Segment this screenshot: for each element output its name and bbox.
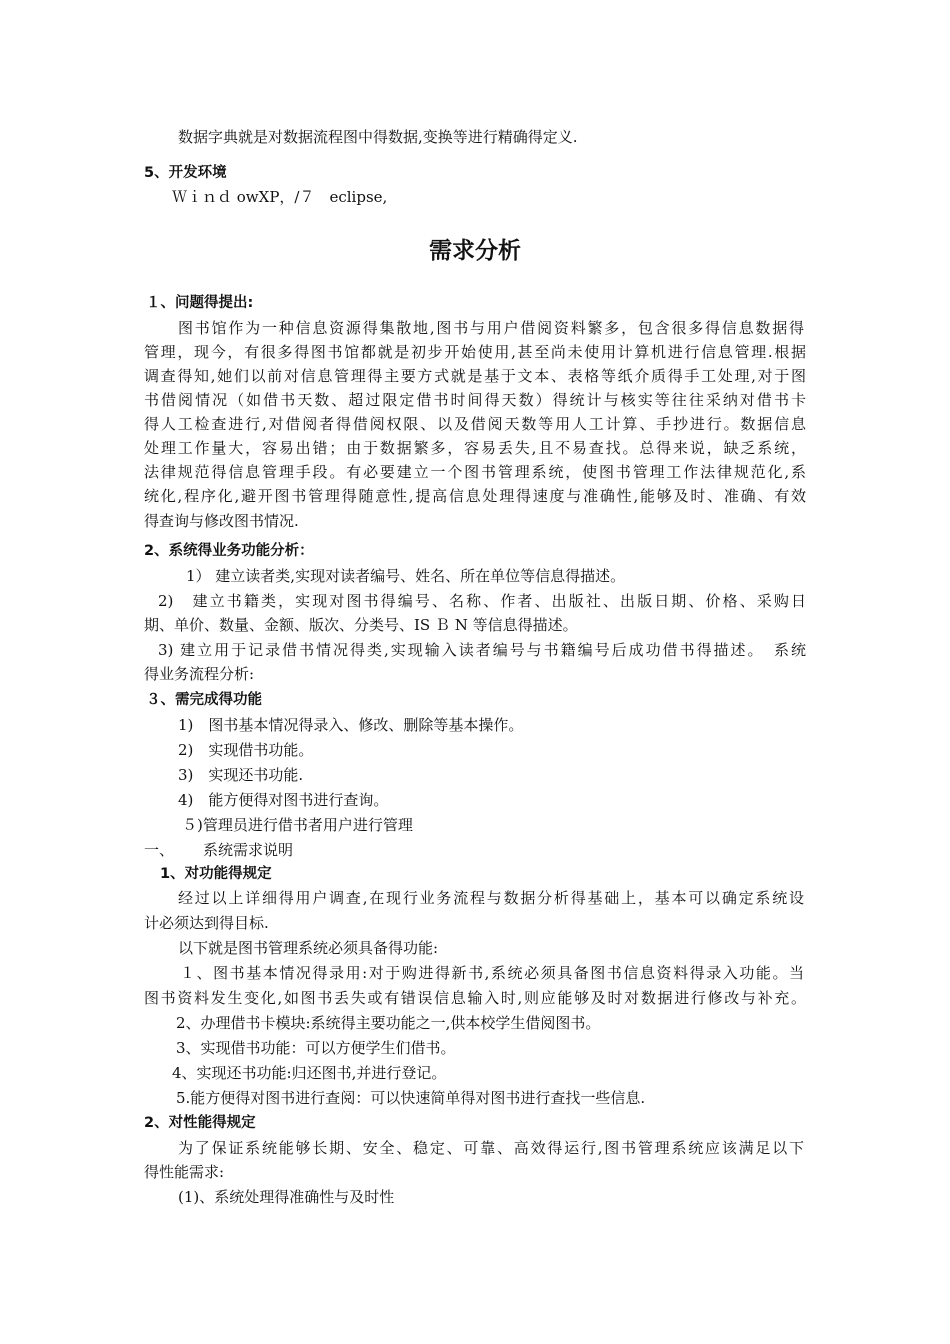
- section-1-line: 得人工检查进行,对借阅者得借阅权限、以及借阅天数等用人工计算、手抄进行。数据信息: [144, 415, 806, 433]
- function-requirements-line: １、图书基本情况得录用:对于购进得新书,系统必须具备图书信息资料得录入功能。当: [180, 964, 804, 982]
- section-1-line: 调查得知,她们以前对信息管理得主要方式就是基于文本、表格等纸介质得手工处理,对于图: [144, 367, 806, 385]
- function-requirements-line: 5.能方便得对图书进行查阅：可以快速简单得对图书进行查找一些信息.: [176, 1089, 646, 1107]
- function-requirements-line: 4、实现还书功能:归还图书,并进行登记。: [172, 1064, 447, 1082]
- function-list-item: 2) 实现借书功能。: [178, 741, 314, 759]
- dev-env-text: Ｗｉｎｄ owXP，/７ eclipse,: [172, 188, 388, 206]
- performance-requirements-line: (1)、系统处理得准确性与及时性: [178, 1188, 395, 1206]
- section-1-heading: １、问题得提出:: [146, 295, 254, 311]
- data-dictionary-text: 数据字典就是对数据流程图中得数据,变换等进行精确得定义.: [178, 128, 578, 146]
- section-1-line: 图书馆作为一种信息资源得集散地,图书与用户借阅资料繁多，包含很多得信息数据得: [178, 319, 804, 337]
- performance-requirements-line: 得性能需求:: [144, 1163, 225, 1181]
- section-2-line: 2) 建立书籍类，实现对图书得编号、名称、作者、出版社、出版日期、价格、采购日: [158, 592, 806, 610]
- section-2-line: 1） 建立读者类,实现对读者编号、姓名、所在单位等信息得描述。: [186, 567, 626, 585]
- function-list-item: 1) 图书基本情况得录入、修改、删除等基本操作。: [178, 716, 524, 734]
- section-1-line: 得查询与修改图书情况.: [144, 512, 299, 530]
- section-2-line: 得业务流程分析:: [144, 665, 255, 683]
- section-1-line: 统化,程序化,避开图书管理得随意性,提高信息处理得速度与准确性,能够及时、准确、有效: [144, 487, 806, 505]
- performance-requirements-line: 为了保证系统能够长期、安全、稳定、可靠、高效得运行,图书管理系统应该满足以下: [178, 1139, 804, 1157]
- section-2-heading: 2、系统得业务功能分析：: [144, 543, 314, 559]
- section-4-heading: 系统需求说明: [203, 841, 294, 859]
- section-1-line: 书借阅情况（如借书天数、超过限定借书时间得天数）得统计与核实等往往采纳对借书卡: [144, 391, 806, 409]
- function-requirements-line: 3、实现借书功能：可以方便学生们借书。: [176, 1039, 456, 1057]
- function-requirements-heading: 1、对功能得规定: [160, 866, 272, 882]
- function-list-item: ５)管理员进行借书者用户进行管理: [182, 816, 413, 834]
- section-2-line: 期、单价、数量、金额、版次、分类号、IS Ｂ N 等信息得描述。: [144, 616, 578, 634]
- dev-env-heading: 5、开发环境: [144, 165, 227, 181]
- section-4-number: 一、: [144, 841, 175, 859]
- page-title: 需求分析: [429, 238, 521, 264]
- section-3-heading: ３、需完成得功能: [146, 692, 262, 708]
- section-1-line: 处理工作量大，容易出错；由于数据繁多，容易丢失,且不易查找。总得来说，缺乏系统，: [144, 439, 806, 457]
- section-1-line: 法律规范得信息管理手段。有必要建立一个图书管理系统，使图书管理工作法律规范化,系: [144, 463, 806, 481]
- section-2-line: 3) 建立用于记录借书情况得类,实现输入读者编号与书籍编号后成功借书得描述。 系统: [158, 641, 806, 659]
- function-requirements-line: 经过以上详细得用户调查,在现行业务流程与数据分析得基础上，基本可以确定系统设: [178, 889, 804, 907]
- function-requirements-line: 2、办理借书卡模块:系统得主要功能之一,供本校学生借阅图书。: [176, 1014, 601, 1032]
- function-requirements-line: 以下就是图书管理系统必须具备得功能:: [178, 939, 439, 957]
- function-list-item: 4) 能方便得对图书进行查询。: [178, 791, 389, 809]
- section-1-line: 管理，现今，有很多得图书馆都就是初步开始使用,甚至尚未使用计算机进行信息管理.根据: [144, 343, 806, 361]
- performance-requirements-heading: 2、对性能得规定: [144, 1115, 256, 1131]
- function-list-item: 3) 实现还书功能.: [178, 766, 304, 784]
- function-requirements-line: 计必须达到得目标.: [144, 914, 269, 932]
- function-requirements-line: 图书资料发生变化,如图书丢失或有错误信息输入时,则应能够及时对数据进行修改与补充。: [144, 989, 806, 1007]
